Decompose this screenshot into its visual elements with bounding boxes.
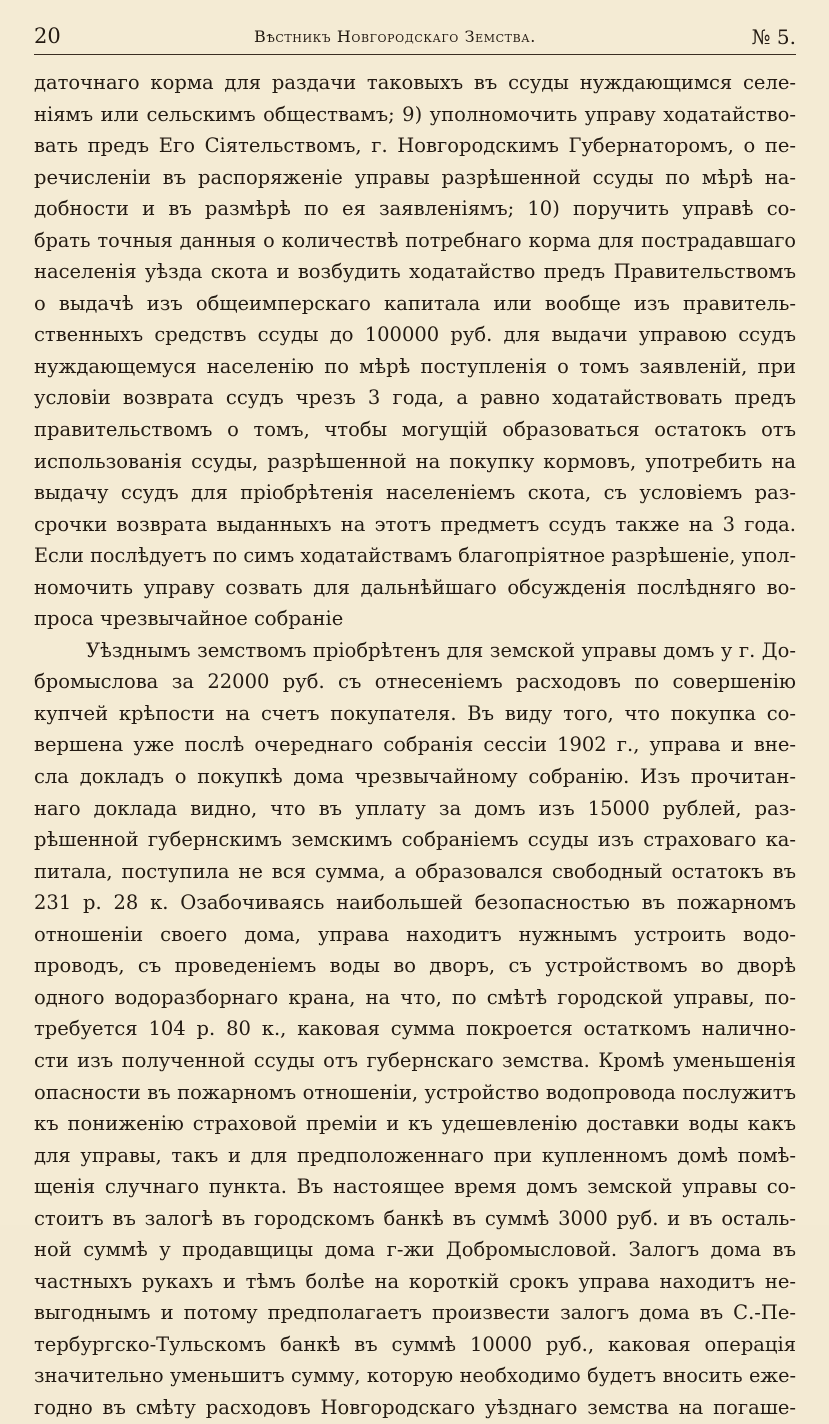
text-line: бромыслова за 22000 руб. съ отнесеніемъ расходовъ по совершенію bbox=[34, 670, 796, 694]
text-line: значительно уменьшитъ сумму, которую необходимо будетъ вносить еже- bbox=[34, 1364, 796, 1388]
page-number: 20 bbox=[34, 24, 61, 48]
text-line: купчей крѣпости на счетъ покупателя. Въ виду того, что покупка со- bbox=[34, 701, 796, 725]
paragraph-2 bbox=[34, 635, 796, 1424]
text-line: къ пониженію страховой преміи и къ удешевленію доставки воды какъ bbox=[34, 1112, 796, 1136]
text-line: Если послѣдуетъ по симъ ходатайствамъ благопріятное разрѣшеніе, упол- bbox=[34, 544, 796, 568]
text-line: вершена уже послѣ очереднаго собранія сессіи 1902 г., управа и вне- bbox=[34, 733, 796, 757]
text-line: для управы, такъ и для предположеннаго при купленномъ домѣ помѣ- bbox=[34, 1143, 796, 1167]
text-line: даточнаго корма для раздачи таковыхъ въ ссуды нуждающимся селе- bbox=[34, 71, 796, 94]
text-line: стоитъ въ залогѣ въ городскомъ банкѣ въ суммѣ 3000 руб. и въ осталь- bbox=[34, 1206, 796, 1230]
page-header bbox=[34, 22, 796, 52]
text-line: выдачу ссудъ для пріобрѣтенія населеніемъ скота, съ условіемъ раз- bbox=[34, 481, 796, 505]
text-line: выгоднымъ и потому предполагаетъ произвести залогъ дома въ С.-Пе- bbox=[34, 1301, 796, 1325]
text-line: срочки возврата выданныхъ на этотъ предметъ ссудъ также на 3 года. bbox=[34, 512, 796, 536]
text-line: использованія ссуды, разрѣшенной на покупку кормовъ, употребить на bbox=[34, 449, 796, 473]
text-line: населенія уѣзда скота и возбудить ходатайство предъ Правительствомъ bbox=[34, 260, 796, 284]
text-line: сти изъ полученной ссуды отъ губернскаго земства. Кромѣ уменьшенія bbox=[34, 1048, 796, 1072]
text-line: наго доклада видно, что въ уплату за домъ изъ 15000 рублей, раз- bbox=[34, 796, 796, 820]
text-line: правительствомъ о томъ, чтобы могущій образоваться остатокъ отъ bbox=[34, 418, 796, 442]
text-line: сла докладъ о покупкѣ дома чрезвычайному собранію. Изъ прочитан- bbox=[34, 765, 796, 789]
text-line: 231 р. 28 к. Озабочиваясь наибольшей безопасностью въ пожарномъ bbox=[34, 891, 796, 915]
text-line: нуждающемуся населенію по мѣрѣ поступленія о томъ заявленій, при bbox=[34, 354, 796, 378]
text-line: питала, поступила не вся сумма, а образовался свободный остатокъ въ bbox=[34, 859, 796, 883]
text-line: опасности въ пожарномъ отношеніи, устройство водопровода послужитъ bbox=[34, 1080, 796, 1104]
text-line: речисленіи въ распоряженіе управы разрѣшенной ссуды по мѣрѣ на- bbox=[34, 165, 796, 189]
running-title: Вѣстникъ Новгородскаго Земства. bbox=[254, 27, 536, 46]
text-line: рѣшенной губернскимъ земскимъ собраніемъ ссуды изъ страховаго ка- bbox=[34, 828, 796, 852]
paragraph-1 bbox=[34, 67, 796, 635]
text-line: тербургско-Тульскомъ банкѣ въ суммѣ 10000 руб., каковая операція bbox=[34, 1332, 796, 1356]
text-line: ной суммѣ у продавщицы дома г-жи Добромысловой. Залогъ дома въ bbox=[34, 1238, 796, 1262]
text-line: ственныхъ средствъ ссуды до 100000 руб. для выдачи управою ссудъ bbox=[34, 323, 796, 347]
text-line: отношеніи своего дома, управа находитъ нужнымъ устроить водо- bbox=[34, 922, 796, 946]
issue-number: № 5. bbox=[751, 25, 796, 49]
header-rule bbox=[34, 54, 796, 55]
text-line: проводъ, съ проведеніемъ воды во дворъ, съ устройствомъ во дворѣ bbox=[34, 954, 796, 978]
body-text bbox=[34, 67, 796, 1424]
text-line: щенія случнаго пункта. Въ настоящее время домъ земской управы со- bbox=[34, 1175, 796, 1199]
text-line: частныхъ рукахъ и тѣмъ болѣе на короткій срокъ управа находитъ не- bbox=[34, 1269, 796, 1293]
text-line: о выдачѣ изъ общеимперскаго капитала или вообще изъ правитель- bbox=[34, 291, 796, 315]
text-line: брать точныя данныя о количествѣ потребнаго корма для пострадавшаго bbox=[34, 228, 796, 252]
text-line: годно въ смѣту расходовъ Новгородскаго уѣзднаго земства на погаше- bbox=[34, 1395, 796, 1419]
text-line: Уѣзднымъ земствомъ пріобрѣтенъ для земской управы домъ у г. До- bbox=[86, 638, 796, 662]
text-line: условіи возврата ссудъ чрезъ 3 года, а равно ходатайствовать предъ bbox=[34, 386, 796, 410]
text-line: требуется 104 р. 80 к., каковая сумма покроется остаткомъ налично- bbox=[34, 1017, 796, 1041]
text-line: одного водоразборнаго крана, на что, по смѣтѣ городской управы, по- bbox=[34, 985, 796, 1009]
text-line: ніямъ или сельскимъ обществамъ; 9) уполномочить управу ходатайство- bbox=[34, 102, 796, 126]
text-line: номочить управу созвать для дальнѣйшаго обсужденія послѣдняго во- bbox=[34, 575, 796, 599]
text-line: вать предъ Его Сіятельствомъ, г. Новгородскимъ Губернаторомъ, о пе- bbox=[34, 134, 796, 158]
text-line: проса чрезвычайное собраніе bbox=[34, 607, 344, 631]
text-line: добности и въ размѣрѣ по ея заявленіямъ; 10) поручить управѣ со- bbox=[34, 197, 796, 221]
